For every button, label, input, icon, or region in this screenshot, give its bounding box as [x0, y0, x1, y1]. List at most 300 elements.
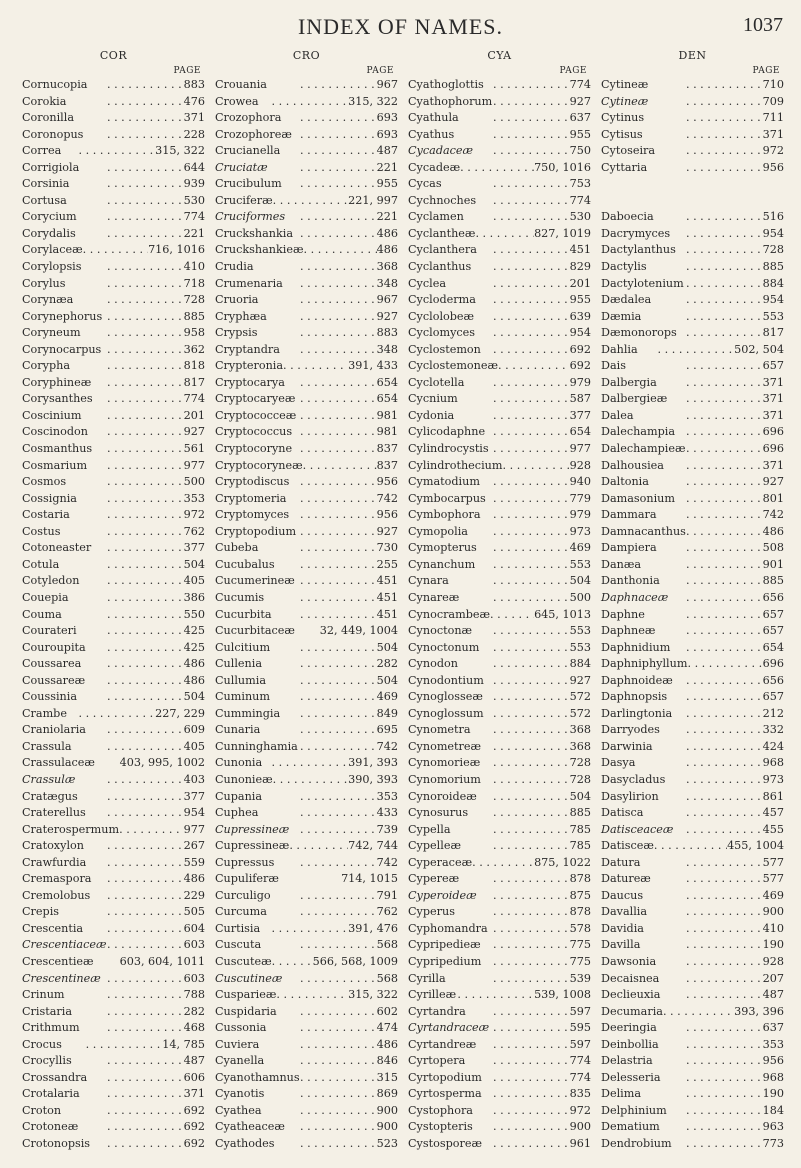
entry-page: 377 [569, 408, 591, 422]
leader-dots [262, 1103, 377, 1120]
entry-name: Cruckshankia [215, 226, 294, 240]
index-entry [215, 673, 398, 690]
entry-page: 315, 322 [348, 988, 398, 1002]
entry-name: Corynæa [22, 293, 74, 307]
entry-page: 973 [569, 524, 591, 538]
index-entry [22, 656, 205, 673]
index-entry [22, 739, 205, 756]
leader-dots [81, 325, 184, 342]
index-entry [601, 193, 784, 210]
entry-page: 502, 504 [734, 342, 784, 356]
entry-name: Daphneæ [601, 624, 656, 638]
leader-dots [657, 375, 763, 392]
entry-name: Cyperus [408, 905, 455, 919]
column-running-head: DEN [678, 49, 707, 62]
entry-name: Cuscuta [215, 938, 262, 952]
index-entry [408, 640, 591, 657]
index-entry [601, 623, 784, 640]
entry-name: Davidia [601, 921, 644, 935]
index-entry [22, 623, 205, 640]
index-entry [408, 292, 591, 309]
leader-dots [654, 838, 727, 855]
entry-name: Cyanothamnus [215, 1070, 300, 1084]
entry-page: 788 [183, 988, 205, 1002]
index-entry [408, 772, 591, 789]
entry-page: 728 [569, 756, 591, 770]
index-entry [408, 623, 591, 640]
entry-page: 371 [762, 458, 784, 472]
entry-page: 486 [376, 243, 398, 257]
index-column [215, 48, 398, 1158]
entry-page: 878 [569, 905, 591, 919]
entry-name: Delphinium [601, 1103, 667, 1117]
index-entry [22, 110, 205, 127]
index-entry [408, 1020, 591, 1037]
entry-name: Cryptandra [215, 342, 280, 356]
entry-name: Cosmos [22, 475, 67, 489]
entry-name: Cymopterus [408, 541, 477, 555]
entry-page: 955 [569, 127, 591, 141]
leader-dots [69, 176, 183, 193]
entry-page: 657 [762, 624, 784, 638]
index-entry [22, 640, 205, 657]
entry-name: Crotonopsis [22, 1137, 91, 1150]
entry-name: Cubeba [215, 541, 259, 555]
entry-name: Dalhousiea [601, 458, 664, 472]
leader-dots [295, 391, 376, 408]
entry-name: Cruciformes [215, 210, 286, 224]
entry-page: 469 [762, 888, 784, 902]
leader-dots [477, 888, 570, 905]
entry-page: 393, 396 [734, 1004, 784, 1018]
entry-name: Corylopsis [22, 260, 82, 274]
entry-name: Cyclomyces [408, 326, 476, 340]
index-entry [215, 458, 398, 475]
index-entry [22, 176, 205, 193]
entry-page: 386 [183, 590, 205, 604]
entry-name: Datisca [601, 806, 644, 820]
entry-page: 553 [569, 640, 591, 654]
entry-name: Cylicodaphne [408, 425, 486, 439]
index-entry [408, 358, 591, 375]
entry-page: 656 [762, 673, 784, 687]
entry-page: 228 [183, 127, 205, 141]
leader-dots [266, 1020, 376, 1037]
leader-dots [670, 226, 763, 243]
index-entry [601, 573, 784, 590]
entry-page: 487 [376, 144, 398, 158]
entry-name: Cummingia [215, 706, 281, 720]
leader-dots [489, 1020, 569, 1037]
entry-page: 451 [376, 590, 398, 604]
index-entry [408, 673, 591, 690]
index-entry [215, 342, 398, 359]
entry-name: Crucibulum [215, 177, 282, 191]
leader-dots [78, 1119, 183, 1136]
leader-dots [289, 822, 376, 839]
leader-dots [660, 722, 763, 739]
entry-page: 184 [762, 1103, 784, 1117]
entry-name: Crescentia [22, 921, 84, 935]
index-entry [601, 1119, 784, 1136]
index-entry [408, 987, 591, 1004]
entry-page: 530 [569, 210, 591, 224]
index-entry [22, 458, 205, 475]
entry-name: Cymatodium [408, 475, 480, 489]
leader-dots [273, 193, 349, 210]
leader-dots [119, 822, 184, 839]
entry-name: Davallia [601, 905, 648, 919]
index-entry [408, 474, 591, 491]
index-entry [215, 1020, 398, 1037]
entry-page: 457 [762, 806, 784, 820]
entry-page: 486 [376, 1037, 398, 1051]
leader-dots [102, 309, 183, 326]
entry-page: 779 [569, 491, 591, 505]
entry-name: Datisceæ [601, 839, 654, 853]
index-entry [601, 441, 784, 458]
leader-dots [69, 590, 184, 607]
entry-page: 835 [569, 1087, 591, 1101]
entry-page: 837 [376, 458, 398, 472]
entry-name: Cupressineæ [215, 839, 290, 853]
leader-dots [264, 1086, 376, 1103]
leader-dots [476, 292, 570, 309]
index-entry [408, 77, 591, 94]
entry-name: Corylaceæ [22, 243, 83, 257]
index-entry [408, 888, 591, 905]
leader-dots [657, 1020, 763, 1037]
leader-dots [303, 458, 377, 475]
entry-name: Cynoglossum [408, 706, 484, 720]
leader-dots [685, 441, 762, 458]
entry-page: 657 [762, 690, 784, 704]
leader-dots [77, 209, 184, 226]
entry-name: Corydalis [22, 226, 76, 240]
entry-page: 603 [183, 938, 205, 952]
entry-page: 927 [376, 524, 398, 538]
entry-page: 508 [762, 541, 784, 555]
entry-page: 928 [569, 458, 591, 472]
entry-name: Cucurbitaceæ [215, 624, 295, 638]
entry-page: 201 [569, 276, 591, 290]
entry-name: Darryodes [601, 723, 660, 737]
entry-name: Cosmanthus [22, 442, 93, 456]
leader-dots [481, 342, 570, 359]
index-entry [22, 822, 205, 839]
entry-name: Cunninghamia [215, 739, 298, 753]
index-entry [601, 904, 784, 921]
entry-name: Cunaria [215, 723, 261, 737]
entry-name: Deeringia [601, 1021, 657, 1035]
leader-dots [659, 789, 763, 806]
entry-page: 967 [376, 78, 398, 91]
entry-name: Craterellus [22, 806, 86, 820]
entry-page: 368 [376, 260, 398, 274]
leader-dots [66, 474, 184, 491]
index-entry [601, 259, 784, 276]
index-entry [408, 342, 591, 359]
leader-dots [274, 855, 376, 872]
leader-dots [626, 358, 763, 375]
entry-name: Cyperaceæ [408, 855, 473, 869]
entry-page: 718 [183, 276, 205, 290]
entry-name: Dendrobium [601, 1137, 672, 1150]
index-entry [215, 540, 398, 557]
leader-dots [481, 739, 570, 756]
entry-name: Dalechampieæ [601, 442, 686, 456]
entry-page: 728 [762, 243, 784, 257]
leader-dots [488, 921, 570, 938]
entry-name: Cytinus [601, 111, 645, 125]
index-entry [408, 540, 591, 557]
leader-dots [456, 987, 534, 1004]
entry-name: Coryphineæ [22, 375, 92, 389]
index-entry [601, 1103, 784, 1120]
entry-page: 425 [183, 624, 205, 638]
leader-dots [262, 656, 377, 673]
index-column [22, 48, 205, 1158]
index-entry [408, 1053, 591, 1070]
index-entry [22, 590, 205, 607]
entry-page: 500 [569, 590, 591, 604]
index-entry [215, 110, 398, 127]
entry-name: Crouania [215, 78, 267, 91]
index-entry [408, 954, 591, 971]
entry-name: Cypella [408, 822, 451, 836]
index-entry [22, 921, 205, 938]
entry-name: Cypripedium [408, 954, 482, 968]
entry-name: Cruciferæ [215, 193, 273, 207]
index-entry [408, 1119, 591, 1136]
entry-page: 451 [569, 243, 591, 257]
index-entry [22, 408, 205, 425]
entry-name: Coussinia [22, 690, 78, 704]
entry-name: Corysanthes [22, 392, 93, 406]
entry-page: 572 [569, 690, 591, 704]
leader-dots [79, 160, 183, 177]
leader-dots [285, 1119, 377, 1136]
index-entry [215, 408, 398, 425]
leader-dots [482, 1136, 570, 1153]
entry-name: Cynoglosseæ [408, 690, 483, 704]
entry-name: Cytoseira [601, 144, 656, 158]
entry-page: 433 [376, 806, 398, 820]
entry-page: 403 [183, 772, 205, 786]
entry-page: 637 [762, 1021, 784, 1035]
entry-name: Cratægus [22, 789, 78, 803]
entry-page: 774 [183, 210, 205, 224]
entry-page: 900 [376, 1120, 398, 1134]
index-entry [22, 689, 205, 706]
index-entry [215, 1053, 398, 1070]
entry-name: Crypteronia [215, 359, 284, 373]
entry-page: 972 [569, 1103, 591, 1117]
entry-page: 927 [376, 309, 398, 323]
entry-page: 885 [762, 574, 784, 588]
index-entry [408, 838, 591, 855]
entry-page: 348 [376, 276, 398, 290]
entry-page: 566, 568, 1009 [312, 954, 398, 968]
entry-name: Crypsis [215, 326, 258, 340]
entry-page: 884 [762, 276, 784, 290]
index-entry [22, 573, 205, 590]
entry-name: Cycloderma [408, 293, 476, 307]
entry-name: Corycium [22, 210, 77, 224]
leader-dots [476, 193, 570, 210]
entry-page: 348 [376, 342, 398, 356]
entry-page: 504 [183, 690, 205, 704]
leader-dots [93, 391, 184, 408]
entry-name: Crucianella [215, 144, 281, 158]
entry-page: 692 [183, 1137, 205, 1150]
leader-dots [61, 1103, 184, 1120]
entry-name: Cycadaceæ [408, 144, 474, 158]
entry-name: Dædalea [601, 293, 652, 307]
leader-dots [292, 127, 377, 144]
entry-page: 353 [762, 1037, 784, 1051]
index-entry [22, 1103, 205, 1120]
entry-name: Crepis [22, 905, 60, 919]
leader-dots [472, 855, 534, 872]
index-entry [215, 954, 398, 971]
index-entry [215, 706, 398, 723]
index-entry [215, 1070, 398, 1087]
index-entry [215, 1004, 398, 1021]
leader-dots [643, 888, 763, 905]
index-entry [601, 1004, 784, 1021]
entry-page: 954 [183, 806, 205, 820]
leader-dots [461, 838, 570, 855]
index-entry [601, 755, 784, 772]
entry-page: 553 [762, 309, 784, 323]
index-entry [601, 673, 784, 690]
entry-page: 637 [569, 111, 591, 125]
entry-name: Crassulæ [22, 772, 76, 786]
entry-page: 486 [183, 872, 205, 886]
entry-page: 885 [569, 806, 591, 820]
leader-dots [647, 259, 763, 276]
entry-page: 403, 995, 1002 [119, 756, 205, 770]
entry-name: Daphnaceæ [601, 590, 669, 604]
entry-name: Coronilla [22, 111, 74, 125]
index-entry [215, 77, 398, 94]
index-entry [601, 822, 784, 839]
entry-name: Crotoneæ [22, 1120, 79, 1134]
entry-page: 559 [183, 855, 205, 869]
entry-page: 377 [183, 541, 205, 555]
leader-dots [260, 921, 348, 938]
leader-dots [285, 209, 376, 226]
entry-name: Cyclolobeæ [408, 309, 475, 323]
entry-page: 282 [183, 1004, 205, 1018]
entry-page: 561 [183, 442, 205, 456]
entry-page: 753 [569, 177, 591, 191]
entry-page: 654 [569, 425, 591, 439]
index-entry [408, 739, 591, 756]
entry-page: 190 [762, 1087, 784, 1101]
entry-page: 972 [183, 508, 205, 522]
entry-name: Cryptodiscus [215, 475, 290, 489]
entry-name: Dematium [601, 1120, 660, 1134]
leader-dots [66, 276, 184, 293]
index-entry [601, 739, 784, 756]
entry-name: Cyanotis [215, 1087, 265, 1101]
entry-name: Cupressus [215, 855, 275, 869]
leader-dots [70, 358, 184, 375]
index-entry [215, 937, 398, 954]
leader-dots [648, 77, 762, 94]
leader-dots [484, 673, 570, 690]
entry-page: 977 [183, 822, 205, 836]
entry-name: Dasya [601, 756, 636, 770]
entry-name: Cylindrothecium [408, 458, 503, 472]
entry-name: Cupuliferæ [215, 872, 279, 886]
entry-name: Cyclanthus [408, 260, 472, 274]
entry-name: Daltonia [601, 475, 649, 489]
index-entry [408, 209, 591, 226]
entry-page: 927 [183, 425, 205, 439]
entry-name: Cucumerineæ [215, 574, 295, 588]
leader-dots [88, 424, 184, 441]
entry-page: 954 [569, 326, 591, 340]
entry-page: 774 [183, 392, 205, 406]
leader-dots [641, 309, 762, 326]
index-entry [408, 722, 591, 739]
index-entry [22, 209, 205, 226]
leader-dots [91, 375, 183, 392]
index-entry [215, 94, 398, 111]
entry-name: Cyttaria [601, 160, 648, 174]
entry-name: Cryptopodium [215, 524, 297, 538]
leader-dots [686, 524, 763, 541]
entry-page: 368 [569, 723, 591, 737]
leader-dots [59, 557, 183, 574]
entry-page: 516 [762, 210, 784, 224]
entry-page: 645, 1013 [534, 607, 591, 621]
entry-page: 654 [762, 640, 784, 654]
leader-dots [660, 1119, 763, 1136]
leader-dots [464, 375, 569, 392]
entry-page: 900 [762, 905, 784, 919]
entry-page: 742 [376, 739, 398, 753]
entry-page: 696 [762, 425, 784, 439]
index-entry [215, 375, 398, 392]
index-entry [215, 838, 398, 855]
index-entry [408, 176, 591, 193]
entry-page: 709 [762, 94, 784, 108]
leader-dots [458, 391, 570, 408]
entry-page: 315 [376, 1070, 398, 1084]
entry-name: Cuspidaria [215, 1004, 277, 1018]
leader-dots [481, 937, 570, 954]
entry-name: Cunonieæ [215, 772, 273, 786]
leader-dots [83, 242, 148, 259]
index-entry [408, 557, 591, 574]
entry-page: 469 [569, 541, 591, 555]
entry-page: 371 [762, 392, 784, 406]
leader-dots [485, 424, 570, 441]
index-entry [215, 391, 398, 408]
index-entry [215, 176, 398, 193]
leader-dots [643, 127, 763, 144]
leader-dots [72, 1053, 184, 1070]
leader-dots [660, 987, 762, 1004]
entry-name: Datureæ [601, 872, 651, 886]
entry-name: Dalea [601, 408, 634, 422]
leader-dots [280, 342, 377, 359]
leader-dots [640, 937, 762, 954]
